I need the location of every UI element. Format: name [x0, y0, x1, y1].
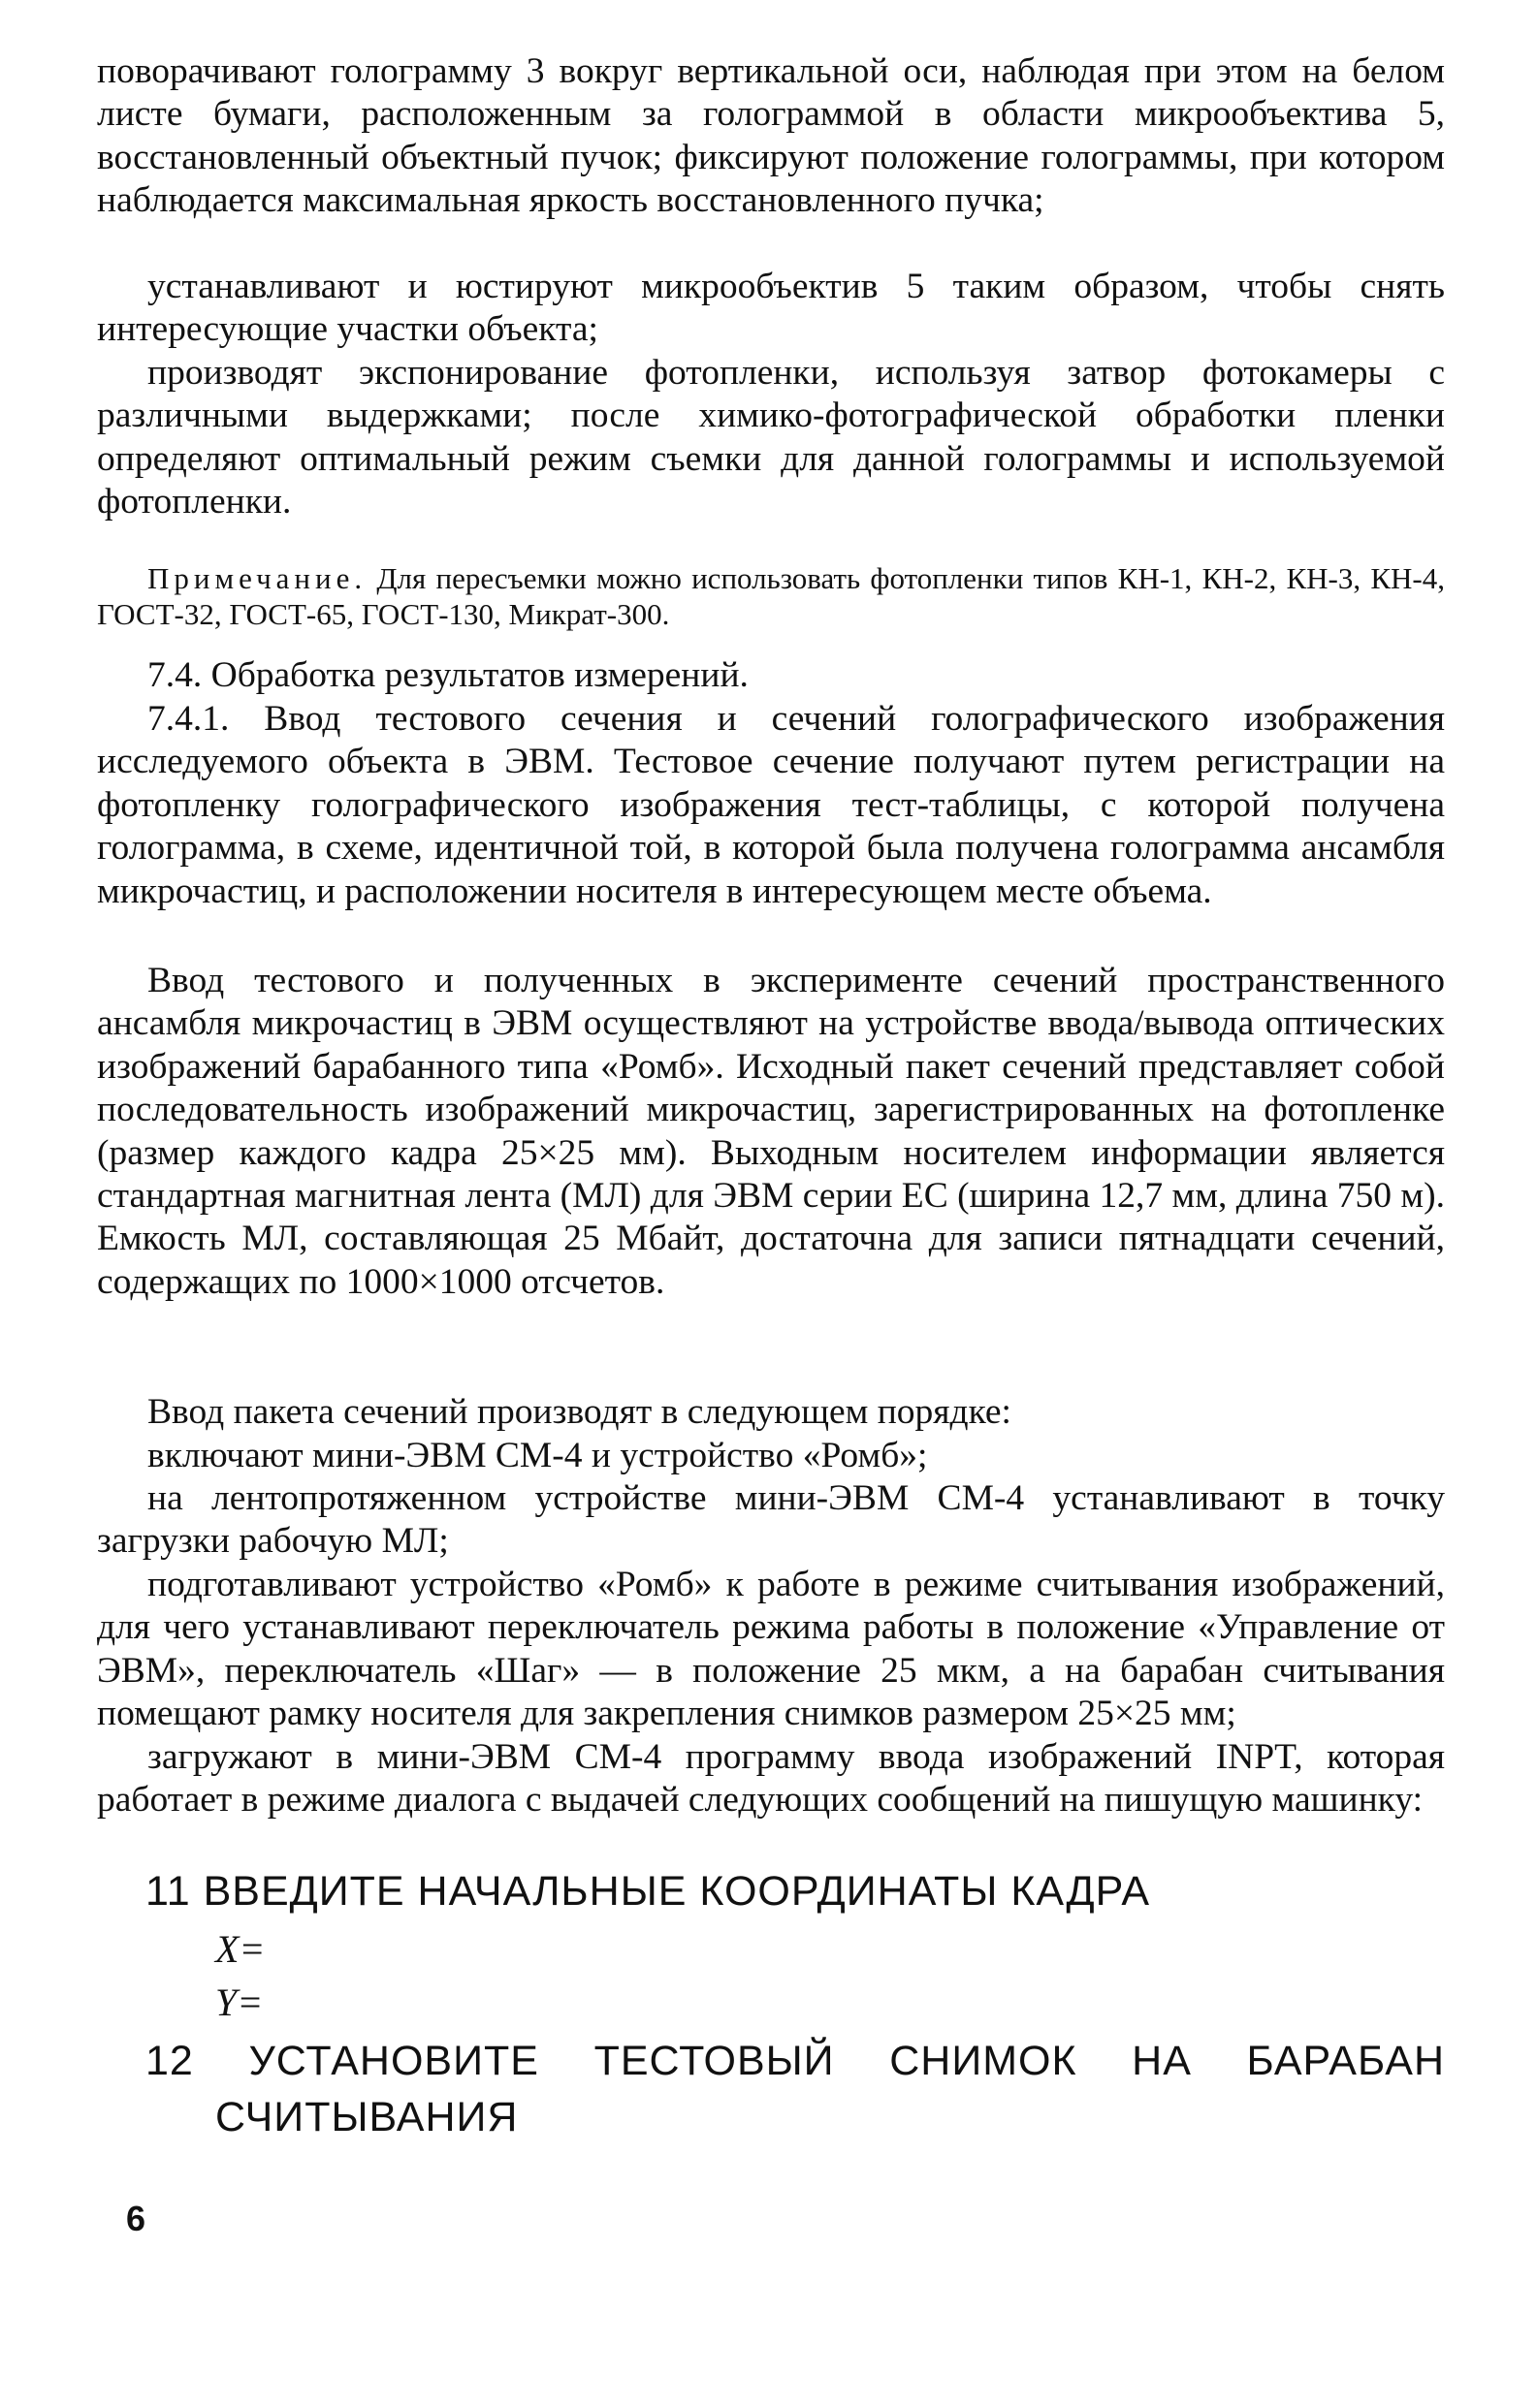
paragraph-text: устанавливают и юстируют микрообъектив 5 таким образом, чтобы снять интересующие участки объекта; [97, 267, 1445, 350]
var-y-text: Y= [215, 1980, 264, 2024]
note-text: Для пересъемки можно использовать фотопленки типов КН-1, КН-2, КН-3, КН-4, ГОСТ-32, ГОСТ-65, ГОСТ-130, Микрат-300. [97, 561, 1445, 631]
message-12-continuation [215, 2092, 1445, 2142]
paragraph-exposure [97, 352, 1445, 524]
paragraph-prepare [97, 1564, 1445, 1736]
page-number: 6 [126, 2199, 146, 2238]
message-11-text: 11 ВВЕДИТЕ НАЧАЛЬНЫЕ КООРДИНАТЫ КАДРА [145, 1868, 1151, 1915]
paragraph-text: 7.4.1. Ввод тестового сечения и сечений голографического изображения исследуемого объекта в ЭВМ. Тестовое сечение получают путем регистрации на фотопленку голографического изображения тест-таблицы, с которой получена голограмма, в схеме, идентичной той, в которой была получена голограмма ансамбля микрочастиц, и расположении носителя в интересующем месте объема. [97, 699, 1445, 911]
paragraph-7-4-1 [97, 698, 1445, 913]
paragraph-text: производят экспонирование фотопленки, используя затвор фотокамеры с различными выдержками; после химико-фотографической обработки пленки определяют оптимальный режим съемки для данной голограммы и используемой фотопленки. [97, 353, 1445, 523]
paragraph-text: поворачивают голограмму 3 вокруг вертикальной оси, наблюдая при этом на белом листе бумаги, расположенным за голограммой в области микрообъектива 5, восстановленный объектный пучок; фиксируют положение голограммы, при котором наблюдается максимальная яркость восстановленного пучка; [97, 51, 1445, 221]
section-heading-text: 7.4. Обработка результатов измерений. [147, 655, 749, 695]
message-12-line1: 12 УСТАНОВИТЕ ТЕСТОВЫЙ СНИМОК НА БАРАБАН [145, 2038, 1445, 2084]
paragraph-install-objective [97, 266, 1445, 352]
paragraph-text: подготавливают устройство «Ромб» к работе в режиме считывания изображений, для чего устанавливают переключатель режима работы в положение «Управление от ЭВМ», переключатель «Шаг» — в положение 25 мкм, а на барабан считывания помещают рамку носителя для закрепления снимков размером 25×25 мм; [97, 1565, 1445, 1734]
message-12-line2: СЧИТЫВАНИЯ [215, 2094, 519, 2140]
note-block [97, 560, 1445, 632]
message-12 [145, 2036, 1445, 2086]
paragraph-text: на лентопротяженном устройстве мини-ЭВМ СМ-4 устанавливают в точку загрузки рабочую МЛ; [97, 1478, 1445, 1562]
paragraph-order [97, 1391, 1445, 1434]
note-paragraph [97, 560, 1445, 632]
note-label: Примечание. [147, 561, 368, 595]
paragraph-switch-on [97, 1435, 1445, 1477]
paragraph-text: Ввод тестового и полученных в эксперименте сечений пространственного ансамбля микрочастиц в ЭВМ осуществляют на устройстве ввода/вывода оптических изображений барабанного типа «Ромб». Исходный пакет сечений представляет собой последовательность изображений микрочастиц, зарегистрированных на фотопленке (размер каждого кадра 25×25 мм). Выходным носителем информации является стандартная магнитная лента (МЛ) для ЭВМ серии ЕС (ширина 12,7 мм, длина 750 м). Емкость МЛ, составляющая 25 Мбайт, достаточна для записи пятнадцати сечений, содержащих по 1000×1000 отсчетов. [97, 961, 1445, 1302]
section-heading [97, 654, 1445, 697]
var-x [215, 1924, 506, 1975]
paragraph-text: включают мини-ЭВМ СМ-4 и устройство «Ромб»; [147, 1436, 928, 1475]
var-x-text: X= [215, 1927, 266, 1971]
paragraph-tape [97, 1477, 1445, 1564]
paragraph-text: Ввод пакета сечений производят в следующем порядке: [147, 1392, 1011, 1432]
paragraph-text: загружают в мини-ЭВМ СМ-4 программу ввода изображений INPT, которая работает в режиме диалога с выдачей следующих сообщений на пишущую машинку: [97, 1737, 1445, 1821]
paragraph-rotate-hologram [97, 50, 1445, 223]
paragraph-input-device [97, 960, 1445, 1304]
message-11 [145, 1866, 1445, 1917]
var-y [215, 1978, 506, 2028]
paragraph-load-program [97, 1736, 1445, 1822]
